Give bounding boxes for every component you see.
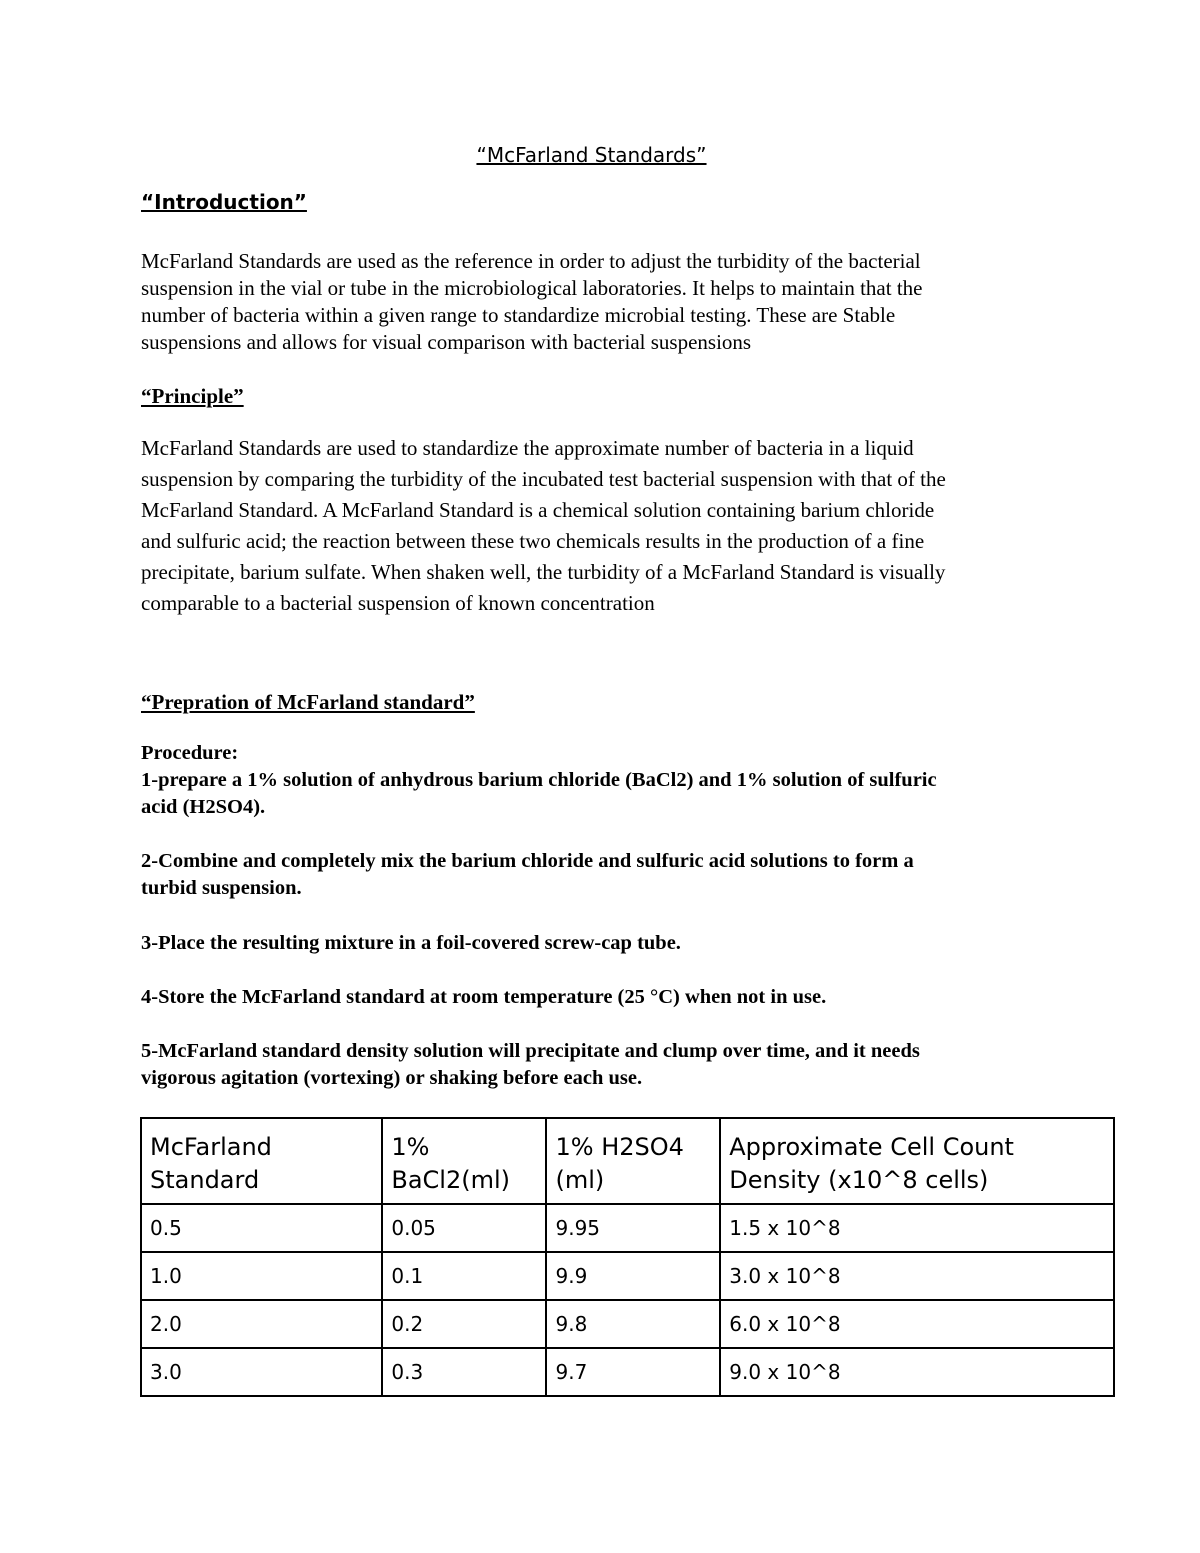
header-line: Approximate Cell Count xyxy=(729,1133,1014,1161)
introduction-paragraph xyxy=(141,248,1071,356)
header-bacl2 xyxy=(382,1118,546,1204)
table-cell: 0.5 xyxy=(141,1204,382,1252)
table-cell: 3.0 xyxy=(141,1348,382,1396)
table-cell: 0.2 xyxy=(382,1300,546,1348)
table-header-row xyxy=(141,1118,1114,1204)
header-line: Density (x10^8 cells) xyxy=(729,1166,989,1194)
introduction-heading: “Introduction” xyxy=(141,190,307,214)
introduction-line: number of bacteria within a given range to standardize microbial testing. These are Stable xyxy=(141,303,896,327)
table-cell: 6.0 x 10^8 xyxy=(720,1300,1114,1348)
step-line: 3-Place the resulting mixture in a foil-covered screw-cap tube. xyxy=(141,932,681,954)
principle-line: suspension by comparing the turbidity of the incubated test bacterial suspension with that of the xyxy=(141,467,946,491)
procedure-step-5 xyxy=(141,1038,1071,1092)
principle-heading: “Principle” xyxy=(141,384,244,408)
table-cell: 2.0 xyxy=(141,1300,382,1348)
introduction-line: suspension in the vial or tube in the microbiological laboratories. It helps to maintain that the xyxy=(141,276,923,300)
table-row xyxy=(141,1252,1114,1300)
header-line: BaCl2(ml) xyxy=(391,1166,510,1194)
introduction-line: McFarland Standards are used as the reference in order to adjust the turbidity of the bacterial xyxy=(141,249,921,273)
principle-line: precipitate, barium sulfate. When shaken well, the turbidity of a McFarland Standard is visually xyxy=(141,560,946,584)
step-line: 5-McFarland standard density solution will precipitate and clump over time, and it needs xyxy=(141,1040,920,1062)
principle-line: McFarland Standards are used to standardize the approximate number of bacteria in a liquid xyxy=(141,436,914,460)
preparation-heading: “Prepration of McFarland standard” xyxy=(141,690,475,714)
table-cell: 9.7 xyxy=(546,1348,720,1396)
table-cell: 1.5 x 10^8 xyxy=(720,1204,1114,1252)
table-cell: 0.3 xyxy=(382,1348,546,1396)
step-line: turbid suspension. xyxy=(141,877,302,899)
procedure-step-2 xyxy=(141,848,1071,902)
header-line: 1% H2SO4 xyxy=(555,1133,684,1161)
header-mcfarland-standard xyxy=(141,1118,382,1204)
table-cell: 9.95 xyxy=(546,1204,720,1252)
header-h2so4 xyxy=(546,1118,720,1204)
table-row xyxy=(141,1348,1114,1396)
step-line: 2-Combine and completely mix the barium chloride and sulfuric acid solutions to form a xyxy=(141,850,914,872)
step-line: 1-prepare a 1% solution of anhydrous barium chloride (BaCl2) and 1% solution of sulfuric xyxy=(141,769,937,791)
table-cell: 0.1 xyxy=(382,1252,546,1300)
header-line: Standard xyxy=(150,1166,260,1194)
procedure-step-1 xyxy=(141,767,1071,821)
table-cell: 0.05 xyxy=(382,1204,546,1252)
table-row xyxy=(141,1300,1114,1348)
table-cell: 9.8 xyxy=(546,1300,720,1348)
table-cell: 9.9 xyxy=(546,1252,720,1300)
table-row xyxy=(141,1204,1114,1252)
step-line: 4-Store the McFarland standard at room temperature (25 °C) when not in use. xyxy=(141,986,827,1008)
document-title: “McFarland Standards” xyxy=(476,143,707,167)
introduction-line: suspensions and allows for visual comparison with bacterial suspensions xyxy=(141,330,752,354)
step-line: vigorous agitation (vortexing) or shaking before each use. xyxy=(141,1067,643,1089)
principle-line: and sulfuric acid; the reaction between these two chemicals results in the production of a fine xyxy=(141,529,925,553)
procedure-step-4 xyxy=(141,984,1071,1011)
header-line: 1% xyxy=(391,1133,430,1161)
procedure-step-3 xyxy=(141,930,1071,957)
header-line: McFarland xyxy=(150,1133,272,1161)
table-cell: 1.0 xyxy=(141,1252,382,1300)
header-cell-count xyxy=(720,1118,1114,1204)
principle-line: comparable to a bacterial suspension of known concentration xyxy=(141,591,655,615)
table-cell: 3.0 x 10^8 xyxy=(720,1252,1114,1300)
table-cell: 9.0 x 10^8 xyxy=(720,1348,1114,1396)
step-line: acid (H2SO4). xyxy=(141,796,266,818)
header-line: (ml) xyxy=(555,1166,605,1194)
mcfarland-table xyxy=(140,1117,1115,1397)
procedure-label: Procedure: xyxy=(141,742,239,764)
principle-line: McFarland Standard. A McFarland Standard is a chemical solution containing barium chloride xyxy=(141,498,935,522)
principle-paragraph xyxy=(141,433,1071,619)
